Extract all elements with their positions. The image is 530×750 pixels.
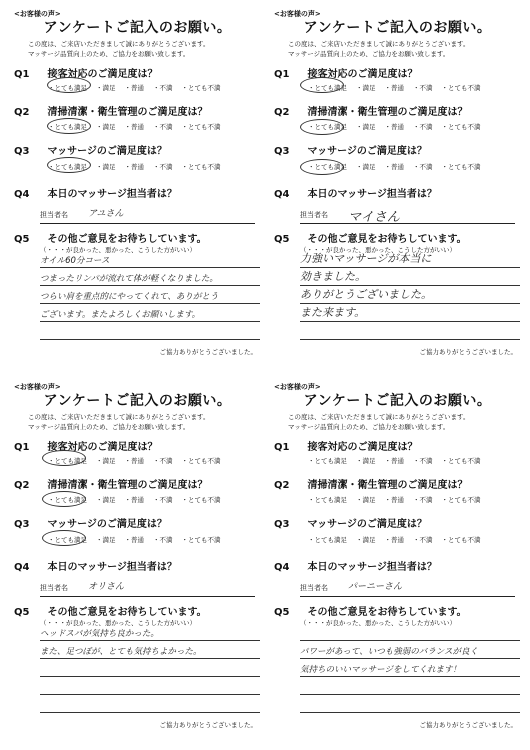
question-number: Q3: [14, 519, 30, 530]
survey-title: アンケートご記入のお願い。: [303, 20, 492, 36]
question-text: マッサージのご満足度は？: [47, 519, 167, 530]
intro-line: この度は、ご来店いただきまして誠にありがとうございます。: [288, 40, 470, 48]
survey-card-3: [10, 378, 265, 748]
comment-handwritten: ございます。またよろしくお願いします。: [40, 310, 201, 320]
survey-card-2: [270, 5, 525, 375]
question-text: 接客対応のご満足度は？: [307, 69, 418, 80]
question-4: [14, 185, 177, 200]
rating-option[interactable]: ・不満: [153, 163, 173, 171]
question-2: [14, 103, 207, 118]
question-4: [14, 558, 177, 573]
rating-option[interactable]: ・不満: [153, 123, 173, 131]
intro-line: この度は、ご来店いただきまして誠にありがとうございます。: [288, 413, 470, 421]
rating-option[interactable]: ・普通: [124, 457, 144, 465]
rating-option[interactable]: ・とても満足: [308, 84, 347, 92]
question-text: その他ご意見をお待ちしています。: [47, 607, 207, 618]
intro-text: [28, 39, 209, 59]
question-text: その他ご意見をお待ちしています。: [307, 234, 467, 245]
question-number: Q1: [14, 442, 30, 453]
rating-option[interactable]: ・普通: [124, 84, 144, 92]
comment-handwritten: ヘッドスパが気持ち良かった。: [40, 629, 159, 639]
q5-hint: （・・・が良かった、悪かった、こうした方がいい）: [40, 619, 196, 627]
comment-handwritten: また、足つぼが、とても気持ちよかった。: [40, 647, 202, 657]
staff-underline: [300, 596, 515, 597]
rating-option[interactable]: ・とても満足: [308, 457, 347, 465]
question-text: 本日のマッサージ担当者は？: [47, 189, 177, 200]
staff-name-handwritten: アユさん: [88, 209, 124, 219]
q5-hint: （・・・が良かった、悪かった、こうした方がいい）: [300, 619, 456, 627]
comment-line: [300, 677, 520, 695]
comment-line: [300, 286, 520, 304]
comment-line: [40, 659, 260, 677]
selected-circle-mark: [47, 118, 91, 134]
rating-option[interactable]: ・とても不満: [181, 457, 221, 465]
survey-card-1: [10, 5, 265, 375]
rating-option[interactable]: ・不満: [413, 536, 433, 544]
rating-option[interactable]: ・とても満足: [48, 163, 87, 171]
staff-label: 担当者名: [300, 211, 328, 219]
question-text: 本日のマッサージ担当者は？: [47, 562, 177, 573]
question-text: その他ご意見をお待ちしています。: [307, 607, 467, 618]
comment-line: [300, 268, 520, 286]
question-number: Q1: [274, 69, 290, 80]
survey-card-4: [270, 378, 525, 748]
comment-line: [40, 623, 260, 641]
comment-line: [300, 250, 520, 268]
question-5: [14, 603, 207, 618]
question-text: 清掃清潔・衛生管理のご満足度は？: [47, 480, 208, 491]
rating-option[interactable]: ・満足: [356, 457, 376, 465]
rating-option[interactable]: ・とても満足: [48, 123, 87, 131]
rating-option[interactable]: ・不満: [413, 84, 433, 92]
intro-text: [288, 412, 469, 432]
question-text: 接客対応のご満足度は？: [47, 69, 158, 80]
question-text: マッサージのご満足度は？: [47, 146, 167, 157]
selected-circle-mark: [42, 450, 86, 466]
staff-label: 担当者名: [300, 584, 328, 592]
rating-option[interactable]: ・満足: [96, 536, 116, 544]
rating-option[interactable]: ・満足: [356, 123, 376, 131]
rating-option[interactable]: ・とても満足: [48, 84, 87, 92]
rating-option[interactable]: ・とても不満: [441, 536, 481, 544]
rating-option[interactable]: ・普通: [384, 123, 404, 131]
intro-text: [288, 39, 469, 59]
question-3: [14, 515, 167, 530]
comment-line: [300, 641, 520, 659]
rating-options: [308, 535, 490, 544]
rating-option[interactable]: ・不満: [153, 84, 173, 92]
q5-hint: （・・・が良かった、悪かった、こうした方がいい）: [300, 246, 456, 254]
question-3: [274, 142, 427, 157]
comment-line: [300, 659, 520, 677]
question-number: Q5: [14, 234, 30, 245]
question-3: [274, 515, 427, 530]
rating-option[interactable]: ・普通: [124, 536, 144, 544]
selected-circle-mark: [42, 491, 86, 507]
selected-circle-mark: [300, 159, 344, 175]
question-text: 接客対応のご満足度は？: [47, 442, 158, 453]
question-1: [14, 438, 157, 453]
comment-handwritten: つらい肩を重点的にやってくれて、ありがとう: [40, 292, 219, 302]
comment-line: [40, 641, 260, 659]
question-number: Q4: [14, 189, 30, 200]
comment-line: [40, 250, 260, 268]
header-label: <お客様の声>: [274, 383, 321, 391]
comment-lines: [40, 623, 260, 713]
question-1: [274, 65, 417, 80]
staff-underline: [40, 596, 255, 597]
rating-option[interactable]: ・不満: [413, 123, 433, 131]
question-text: マッサージのご満足度は？: [307, 519, 427, 530]
rating-option[interactable]: ・とても不満: [181, 163, 221, 171]
rating-option[interactable]: ・満足: [96, 84, 116, 92]
question-number: Q5: [14, 607, 30, 618]
comment-line: [40, 677, 260, 695]
question-text: 清掃清潔・衛生管理のご満足度は？: [307, 480, 468, 491]
comment-handwritten: 気持ちのいいマッサージをしてくれます！: [300, 665, 461, 675]
question-2: [274, 103, 467, 118]
survey-title: アンケートご記入のお願い。: [43, 393, 232, 409]
comment-line: [300, 304, 520, 322]
rating-option[interactable]: ・とても不満: [181, 536, 221, 544]
rating-option[interactable]: ・不満: [153, 457, 173, 465]
rating-option[interactable]: ・とても満足: [48, 536, 87, 544]
rating-option[interactable]: ・とても不満: [441, 496, 481, 504]
staff-label: 担当者名: [40, 211, 68, 219]
rating-options: [308, 456, 490, 465]
intro-line: マッサージ品質向上のため、ご協力をお願い致します。: [28, 423, 190, 431]
comment-line: [300, 623, 520, 641]
question-text: 本日のマッサージ担当者は？: [307, 562, 437, 573]
rating-option[interactable]: ・とても満足: [308, 536, 347, 544]
question-2: [274, 476, 467, 491]
comment-line: [300, 695, 520, 713]
question-number: Q2: [14, 480, 30, 491]
rating-option[interactable]: ・普通: [384, 163, 404, 171]
intro-line: この度は、ご来店いただきまして誠にありがとうございます。: [28, 413, 210, 421]
rating-option[interactable]: ・普通: [384, 457, 404, 465]
question-number: Q3: [14, 146, 30, 157]
question-number: Q4: [274, 189, 290, 200]
rating-option[interactable]: ・とても不満: [441, 457, 481, 465]
comment-line: [300, 322, 520, 340]
rating-option[interactable]: ・満足: [356, 496, 376, 504]
rating-option[interactable]: ・普通: [124, 123, 144, 131]
rating-option[interactable]: ・とても満足: [48, 496, 87, 504]
question-number: Q1: [14, 69, 30, 80]
comment-handwritten: 効きました。: [300, 270, 366, 283]
question-number: Q3: [274, 519, 290, 530]
comment-lines: [300, 250, 520, 340]
comment-handwritten: つまったリンパが流れて体が軽くなりました。: [40, 274, 218, 284]
rating-option[interactable]: ・とても不満: [181, 123, 221, 131]
selected-circle-mark: [300, 77, 344, 93]
question-2: [14, 476, 207, 491]
question-text: マッサージのご満足度は？: [307, 146, 427, 157]
rating-option[interactable]: ・とても満足: [308, 496, 347, 504]
question-1: [14, 65, 157, 80]
rating-option[interactable]: ・不満: [153, 496, 173, 504]
question-4: [274, 558, 437, 573]
question-1: [274, 438, 417, 453]
question-number: Q2: [14, 107, 30, 118]
thanks-text: ご協力ありがとうございました。: [419, 721, 517, 729]
selected-circle-mark: [300, 119, 344, 135]
rating-option[interactable]: ・普通: [384, 536, 404, 544]
rating-option[interactable]: ・とても不満: [441, 123, 481, 131]
staff-underline: [300, 223, 515, 224]
question-3: [14, 142, 167, 157]
comment-lines: [40, 250, 260, 340]
intro-line: マッサージ品質向上のため、ご協力をお願い致します。: [288, 423, 450, 431]
comment-handwritten: パワーがあって、いつも強弱のバランスが良く: [300, 647, 478, 657]
rating-option[interactable]: ・普通: [124, 496, 144, 504]
rating-option[interactable]: ・不満: [413, 457, 433, 465]
header-label: <お客様の声>: [274, 10, 321, 18]
survey-title: アンケートご記入のお願い。: [43, 20, 232, 36]
rating-option[interactable]: ・とても満足: [48, 457, 87, 465]
question-5: [14, 230, 207, 245]
rating-option[interactable]: ・満足: [96, 457, 116, 465]
staff-name-handwritten: マイさん: [348, 210, 400, 225]
comment-handwritten: 力強いマッサージが本当に: [300, 252, 432, 265]
question-5: [274, 603, 467, 618]
rating-option[interactable]: ・普通: [384, 496, 404, 504]
rating-option[interactable]: ・不満: [153, 536, 173, 544]
question-number: Q3: [274, 146, 290, 157]
rating-option[interactable]: ・とても不満: [181, 496, 221, 504]
comment-line: [40, 695, 260, 713]
staff-underline: [40, 223, 255, 224]
question-5: [274, 230, 467, 245]
question-number: Q4: [14, 562, 30, 573]
selected-circle-mark: [42, 530, 86, 546]
intro-text: [28, 412, 209, 432]
comment-line: [40, 268, 260, 286]
rating-option[interactable]: ・普通: [124, 163, 144, 171]
comment-handwritten: オイル60分コース: [40, 256, 110, 266]
thanks-text: ご協力ありがとうございました。: [419, 348, 517, 356]
rating-options: [308, 495, 490, 504]
staff-name-handwritten: オリさん: [88, 582, 125, 592]
header-label: <お客様の声>: [14, 10, 61, 18]
staff-label: 担当者名: [40, 584, 68, 592]
question-number: Q1: [274, 442, 290, 453]
intro-line: この度は、ご来店いただきまして誠にありがとうございます。: [28, 40, 210, 48]
comment-handwritten: ありがとうございました。: [300, 288, 432, 301]
question-text: 接客対応のご満足度は？: [307, 442, 418, 453]
comment-line: [40, 322, 260, 340]
intro-line: マッサージ品質向上のため、ご協力をお願い致します。: [288, 50, 450, 58]
rating-option[interactable]: ・とても満足: [308, 123, 347, 131]
staff-name-handwritten: パーニーさん: [348, 582, 403, 592]
selected-circle-mark: [47, 157, 91, 173]
question-text: その他ご意見をお待ちしています。: [47, 234, 207, 245]
question-number: Q4: [274, 562, 290, 573]
question-number: Q2: [274, 107, 290, 118]
q5-hint: （・・・が良かった、悪かった、こうした方がいい）: [40, 246, 196, 254]
rating-option[interactable]: ・満足: [96, 496, 116, 504]
rating-option[interactable]: ・満足: [356, 536, 376, 544]
comment-line: [40, 286, 260, 304]
question-text: 本日のマッサージ担当者は？: [307, 189, 437, 200]
rating-option[interactable]: ・普通: [384, 84, 404, 92]
question-text: 清掃清潔・衛生管理のご満足度は？: [307, 107, 468, 118]
comment-lines: [300, 623, 520, 713]
intro-line: マッサージ品質向上のため、ご協力をお願い致します。: [28, 50, 190, 58]
comment-handwritten: また来ます。: [300, 306, 366, 319]
survey-title: アンケートご記入のお願い。: [303, 393, 492, 409]
rating-option[interactable]: ・不満: [413, 496, 433, 504]
rating-option[interactable]: ・満足: [356, 163, 376, 171]
rating-option[interactable]: ・とても不満: [441, 84, 481, 92]
thanks-text: ご協力ありがとうございました。: [159, 348, 257, 356]
rating-option[interactable]: ・とても満足: [308, 163, 347, 171]
question-number: Q5: [274, 607, 290, 618]
thanks-text: ご協力ありがとうございました。: [159, 721, 257, 729]
question-text: 清掃清潔・衛生管理のご満足度は？: [47, 107, 208, 118]
question-4: [274, 185, 437, 200]
rating-option[interactable]: ・満足: [96, 163, 116, 171]
rating-option[interactable]: ・満足: [356, 84, 376, 92]
selected-circle-mark: [47, 77, 91, 93]
question-number: Q2: [274, 480, 290, 491]
question-number: Q5: [274, 234, 290, 245]
rating-option[interactable]: ・不満: [413, 163, 433, 171]
rating-option[interactable]: ・とても不満: [181, 84, 221, 92]
header-label: <お客様の声>: [14, 383, 61, 391]
rating-option[interactable]: ・満足: [96, 123, 116, 131]
rating-option[interactable]: ・とても不満: [441, 163, 481, 171]
comment-line: [40, 304, 260, 322]
